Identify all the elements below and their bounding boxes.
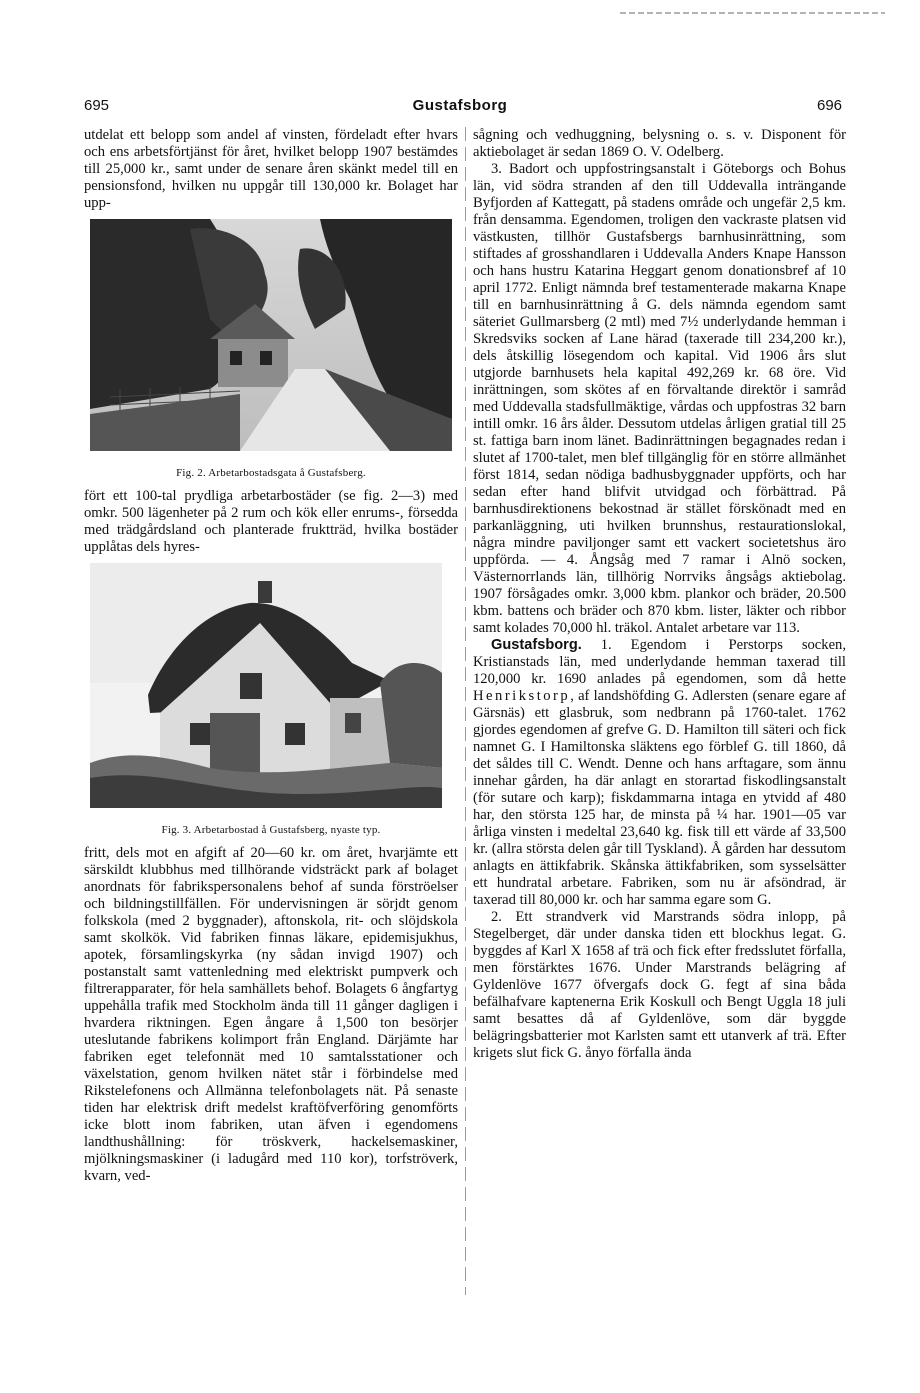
figure-2 [84,219,458,482]
entry-text-a: 1. Egendom i Perstorps socken, Kristianstads län, med underlydande hemman taxerad till 120,000 kr. 1690 anlades på egendomen, som då hette [473,637,846,687]
right-paragraph-1: sågning och vedhuggning, belysning o. s. v. Disponent för aktiebolaget är sedan 1869 O. V. Odelberg. [473,127,846,160]
left-paragraph-1: utdelat ett belopp som andel af vinsten, fördeladt efter hvars och ens arbetsförtjänst för året, hvilket belopp 1907 bestämdes till 25,000 kr., samt under de senare åren skänkt medel till en pensionsfond, hvilken nu uppgår till 130,000 kr. Bolaget har upp- [84,127,458,211]
entry-name-henrikstorp: Henrikstorp [473,688,571,704]
page-number-right: 696 [817,97,843,114]
running-head: Gustafsborg [412,97,508,114]
photo-workers-house [90,563,442,808]
top-border-line [620,12,885,14]
column-divider [465,127,466,1295]
figure-3-caption: Fig. 3. Arbetarbostad å Gustafsberg, nyaste typ. [161,824,381,836]
left-paragraph-2: fört ett 100-tal prydliga arbetarbostäder (se fig. 2—3) med omkr. 500 lägenheter på 2 rum och kök eller enrums-, försedda med trädgårdsland och planterade fruktträd, hvilka bostäder upplåtas dels hyres- [84,488,458,555]
entry-gustafsborg [473,637,846,909]
left-column [84,127,458,1185]
left-paragraph-3: fritt, dels mot en afgift af 20—60 kr. om året, hvarjämte ett särskildt klubbhus med tillhörande vidsträckt park af bolaget anordnats för fabrikspersonalens behof af sunda förströelser och bildningstillfällen. För undervisningen är sörjdt genom folkskola (med 2 byggnader), aftonskola, rit- och slöjdskola samt skolkök. Vid fabriken finnas läkare, epidemisjukhus, apotek, församlingskyrka (ny sådan invigd 1907) och postanstalt samt vattenledning med elektriskt pumpverk och filtrerapparater, för hela samhällets behof. Bolagets 6 ångfartyg uppehålla trafik med Stockholm ända till 11 gånger dagligen i hvardera riktningen. Egen ångare å 1,500 ton besörjer uteslutande fabrikens kolimport från England. Därjämte har fabriken eget telefonnät med 10 samtalsstationer och växelstation, genom hvilken nätet står i förbindelse med Rikstelefonens och Allmänna telefonbolagets nät. På senaste tiden har elektrisk drift medelst kraftöfverföring genomförts icke blott inom fabriken, utan äfven i egendomens landthushållning: för tröskverk, hackelsemaskiner, mjölkningsmaskiner (i ladugård med 110 kor), torfströverk, kvarn, ved- [84,845,458,1184]
photo-workers-street [90,219,452,451]
entry-text-b: , af landshöfding G. Adlersten (senare egare af Gärsnäs) ett glasbruk, som nedbrann på 1760-talet. 1762 gjordes egendomen af grefve G. D. Hamilton till säteri och fick namnet G. I Hamiltonska släktens ego förblef G. till 1860, då det såldes till C. Wendt. Denne och hans arftagare, som ännu innehar gården, ha där anlagt en storartad fiskodlingsanstalt (för sutare och karp); fiskdammarna intaga en ytvidd af 480 har, den största 125 har, de minsta på ¼ har. 1901—05 var årliga vinsten i medeltal 23,640 kg. fisk till ett värde af 33,500 kr. (allra största delen går till Tyskland). Å gården har dessutom anlagts en ättikfabrik. Skånska ättikfabriken, som sysselsätter ett hundratal arbetare. Fabriken, som nu är afsöndrad, är taxerad till 80,000 kr. och har samma egare som G. [473,688,846,908]
figure-3 [84,563,458,839]
entry-title: Gustafsborg. [491,637,582,653]
right-paragraph-4: 2. Ett strandverk vid Marstrands södra inlopp, på Stegelberget, där under danska tiden ett blockhus legat. G. byggdes af Karl X 1658 af trä och fick efter fredsslutet förfalla, men förstärktes 1676. Under Marstrands belägring af Gyldenlöve 1677 öfvergafs dock G. fegt af sina båda befälhafvare kaptenerna Erik Koskull och Bengt Uggla 18 juli samt besattes då af Gyldenlöve, som där byggde belägringsbatterier mot Karlsten samt ett utanverk af trä. Efter krigets slut fick G. ånyo förfalla ända [473,909,846,1061]
right-column [473,127,846,1062]
right-paragraph-2: 3. Badort och uppfostringsanstalt i Göteborgs och Bohus län, vid södra stranden af den till Uddevalla inträngande Byfjorden af Kattegatt, på stadens område och ungefär 2,5 km. från densamma. Egendomen, troligen den vackraste platsen vid västkusten, tillhör Gustafsbergs barnhusinrättning, som stiftades af grosshandlaren i Uddevalla Anders Knape Hansson och hans hustru Katarina Heggart genom donationsbref af 10 april 1772. Enligt nämnda bref testamenterade makarna Knape till en barnhusinrättning å G. dels nämnda egendom samt säteriet Gullmarsberg (2 mtl) med 7½ underlydande hemman i Skredsviks socken af Lane härad (taxerade till 234,200 kr.), dels åtskillig lösegendom och kapital. Vid 1906 års slut utgjorde barnhusets hela kapital 492,269 kr. 68 öre. Vid inrättningen, som skötes af en förvaltande direktör i samråd med Uddevalla stadsfullmäktige, vårdas och uppfostras 32 barn intill omkr. 16 års ålder. Dessutom utdelas årligen gratial till 25 st. fattiga barn inom länet. Badinrättningen begagnades redan i slutet af 1700-talet, men blef tillgänglig för en större allmänhet först 1814, sedan nödiga badhusbyggnader uppförts, och har sedan efter hand blifvit utvidgad och förbättrad. På barnhusdirektionens bekostnad är stället förskönadt med en parkanläggning, uti hvilken brunnshus, restaurationslokal, några mindre paviljonger samt ett vackert societetshus äro uppförda. — 4. Ångsåg med 7 ramar i Alnö socken, Västernorrlands län, tillhörig Norrviks ångsågs aktiebolag. 1907 försågades omkr. 3,000 kbm. plankor och bräder, 20.500 kbm. battens och bräder och 870 kbm. lister, läkter och ribbor samt kolades 70,000 hl. träkol. Antalet arbetare var 113. [473,161,846,636]
figure-2-caption: Fig. 2. Arbetarbostadsgata å Gustafsberg. [176,467,366,479]
page-number-left: 695 [84,97,110,114]
